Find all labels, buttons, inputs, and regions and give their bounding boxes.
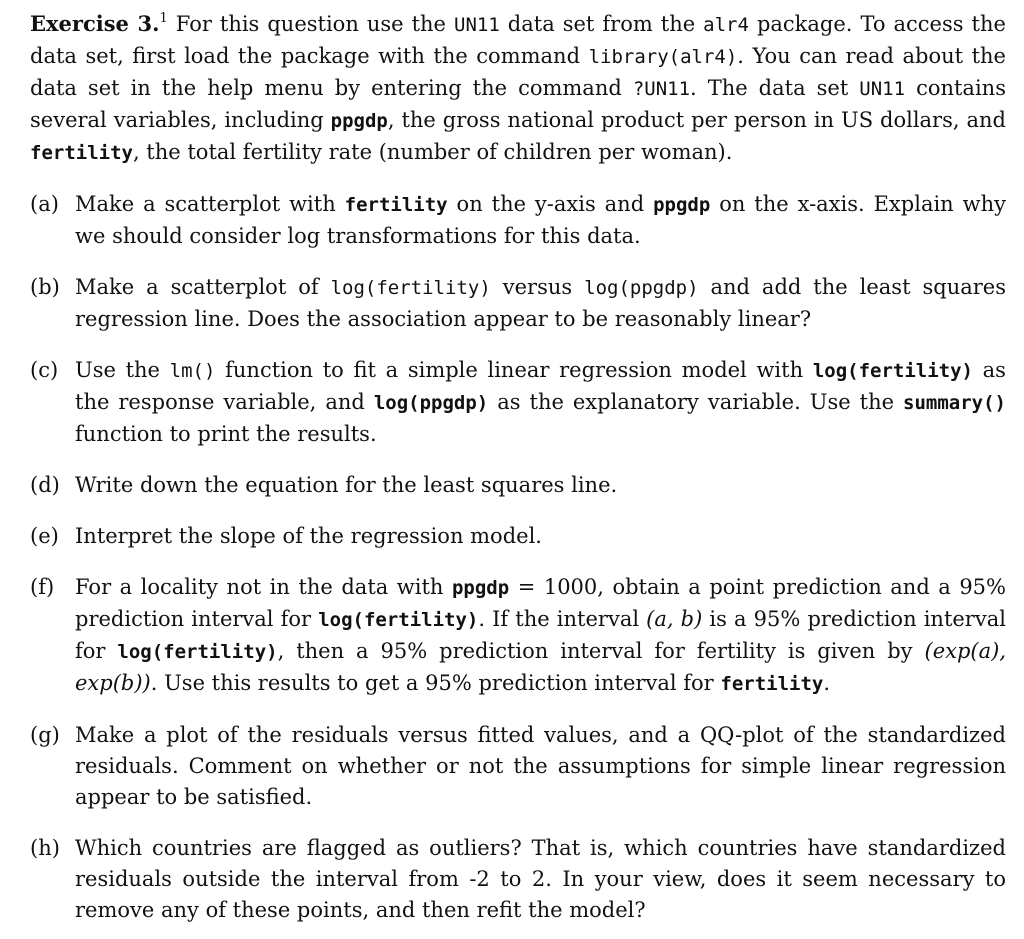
part-label: (e) (30, 524, 59, 548)
footnote-mark: 1 (159, 11, 168, 26)
code-library-alr4: library(alr4) (588, 46, 738, 68)
part-label: (f) (30, 575, 55, 599)
part-d: (d) Write down the equation for the least squares line. (30, 470, 1006, 501)
part-g: (g) Make a plot of the residuals versus fitted values, and a QQ-plot of the standardized residuals. Comment on whether or not the assumptions for simple linear regression appear to be satisfied. (30, 720, 1006, 813)
part-label: (b) (30, 275, 60, 299)
part-a: (a) Make a scatterplot with fertility on the y-axis and ppgdp on the x-axis. Explain why we should consider log transformations for this data. (30, 189, 1006, 252)
part-label: (c) (30, 358, 59, 382)
exercise-title: Exercise 3. (30, 11, 160, 36)
part-f: (f) For a locality not in the data with ppgdp = 1000, obtain a point prediction and a 95% prediction interval for log(fertility). If the interval (a, b) is a 95% prediction interval for log(fertility), then a 95% prediction interval for fertility is given by (exp(a), exp(b)). Use this results to get a 95% prediction interval for fertility. (30, 572, 1006, 700)
code-ppgdp: ppgdp (330, 110, 388, 132)
exercise-intro: Exercise 3.$^1$ For this question use the UN11 data set from the alr4 package. To access the data set, first load the package with the command library(alr4). You can read about the data set in the help menu by entering the command ?UN11. The data set UN11 contains several variables, including ppgdp, the gross national product per person in US dollars, and fertility, the total fertility rate (number of children per woman). (30, 11, 1006, 164)
code-un11: UN11 (454, 14, 500, 36)
part-h: (h) Which countries are flagged as outliers? That is, which countries have standardized residuals outside the interval from -2 to 2. In your view, does it seem necessary to remove any of these points, and then refit the model? (30, 833, 1006, 926)
code-alr4: alr4 (703, 14, 749, 36)
part-c: (c) Use the lm() function to fit a simple linear regression model with log(fertility) as the response variable, and log(ppgdp) as the explanatory variable. Use the summary() function to print the results. (30, 355, 1006, 450)
code-fertility: fertility (30, 142, 133, 164)
code-help-un11: ?UN11 (632, 78, 691, 100)
part-label: (d) (30, 473, 60, 497)
part-e: (e) Interpret the slope of the regression model. (30, 521, 1006, 552)
code-un11: UN11 (859, 78, 906, 100)
part-label: (a) (30, 192, 59, 216)
exercise-parts-list (30, 189, 1006, 926)
part-label: (h) (30, 836, 60, 860)
part-b: (b) Make a scatterplot of log(fertility) versus log(ppgdp) and add the least squares regression line. Does the association appear to be reasonably linear? (30, 272, 1006, 335)
part-label: (g) (30, 723, 60, 747)
exercise-page (30, 8, 1006, 926)
